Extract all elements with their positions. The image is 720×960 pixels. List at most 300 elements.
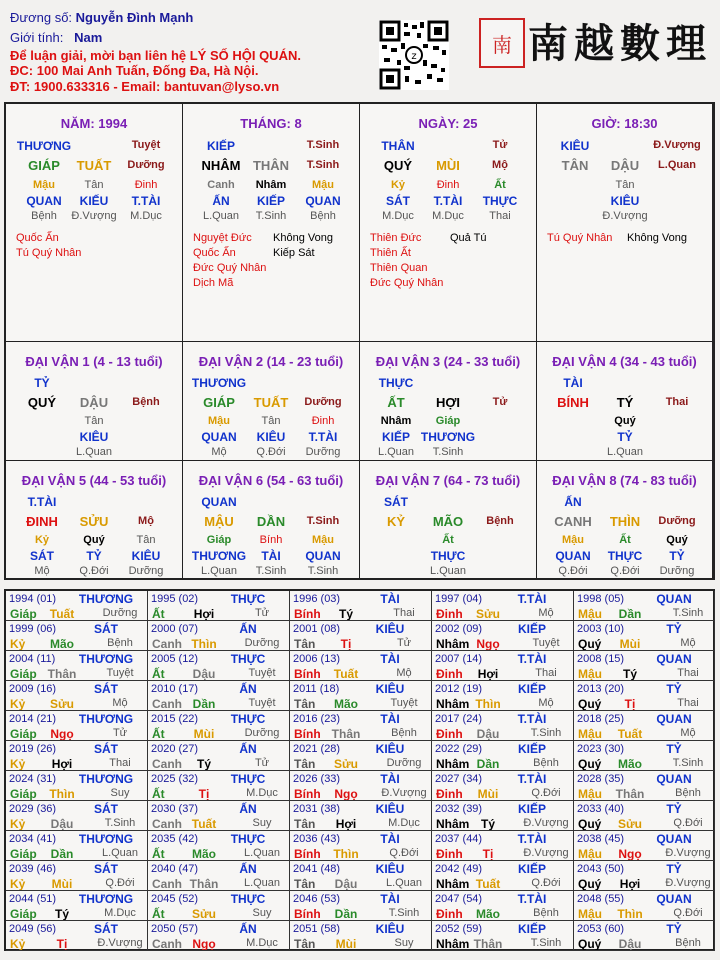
year-phase: Thai (677, 697, 699, 709)
year-stem: Quý (578, 937, 602, 951)
svg-text:z: z (411, 51, 417, 62)
year-ten-god: THỰC (230, 892, 266, 906)
thap-than-top: THÂN (381, 139, 415, 153)
dai-van-stem: KỶ (386, 514, 406, 529)
earthly-branch: TUẤT (76, 158, 112, 173)
year-cell (290, 681, 432, 711)
hidden-ten-god: QUAN (26, 194, 62, 208)
year-ten-god: TÀI (380, 712, 400, 726)
dai-van-cell (360, 461, 537, 580)
year-branch: Thân (473, 937, 503, 951)
year-label: 2009 (16) (9, 683, 57, 695)
hidden-stem: Nhâm (380, 415, 412, 427)
hidden-phase: Q.Đới (558, 565, 588, 577)
year-branch: Sửu (191, 907, 217, 921)
year-phase: Đ.Vượng (381, 787, 427, 799)
year-cell (574, 741, 715, 771)
year-branch: Thân (47, 667, 77, 681)
hidden-stem: Đinh (134, 179, 158, 191)
year-phase: M.Dục (246, 787, 278, 799)
year-phase: Thai (535, 667, 557, 679)
year-phase: Bệnh (533, 907, 559, 919)
hidden-phase: T.Sinh (432, 446, 464, 458)
year-phase: Thai (393, 607, 415, 619)
hidden-ten-god: SÁT (30, 549, 54, 563)
hidden-phase: Thai (489, 210, 511, 222)
year-cell (6, 891, 148, 921)
hidden-ten-god: KIÊU (131, 549, 161, 563)
dai-van-ten-god: T.TÀI (27, 495, 57, 509)
year-stem: Tân (294, 697, 316, 711)
earthly-branch: THÂN (252, 158, 290, 173)
pillar-title: NĂM: 1994 (60, 116, 128, 131)
pillar-cell (6, 104, 183, 342)
pillar-cell (537, 104, 713, 342)
hidden-phase: T.Sinh (255, 565, 287, 577)
year-cell (148, 741, 290, 771)
year-ten-god: THỰC (230, 772, 266, 786)
year-branch: Tị (624, 697, 636, 711)
hidden-stem: Quý (666, 534, 688, 546)
dai-van-branch: TÝ (616, 395, 634, 410)
year-label: 2044 (51) (9, 893, 57, 905)
year-stem: Bính (294, 727, 321, 741)
address-line: ĐC: 100 Mai Anh Tuấn, Đống Đa, Hà Nội. (10, 63, 259, 78)
dai-van-stem: MẬU (204, 514, 234, 529)
year-label: 2026 (33) (293, 773, 341, 785)
hidden-stem: Mậu (312, 179, 334, 191)
year-cell (148, 591, 290, 621)
year-cell (290, 921, 432, 951)
year-stem: Nhâm (436, 877, 470, 891)
year-cell (574, 681, 715, 711)
hidden-stem: Tân (136, 534, 156, 546)
hidden-ten-god: TỶ (86, 549, 102, 563)
year-stem: Mậu (578, 727, 602, 741)
year-label: 2037 (44) (435, 833, 483, 845)
hidden-phase: L.Quan (202, 210, 240, 222)
year-phase: Đ.Vượng (523, 817, 569, 829)
year-stem: Quý (578, 817, 602, 831)
hidden-stem: Kỷ (390, 179, 406, 191)
year-ten-god: KIẾP (517, 922, 547, 936)
hidden-stem: Ất (619, 534, 631, 546)
header (0, 0, 720, 100)
year-label: 2022 (29) (435, 743, 483, 755)
year-stem: Bính (294, 847, 321, 861)
thap-than-top: THƯƠNG (16, 139, 72, 153)
thap-than-top: KIÊU (560, 139, 590, 153)
year-cell (290, 771, 432, 801)
year-ten-god: T.TÀI (517, 592, 547, 606)
year-phase: Tử (112, 727, 128, 739)
year-stem: Quý (578, 697, 602, 711)
hidden-stem: Mậu (208, 415, 230, 427)
year-ten-god: KIẾP (517, 682, 547, 696)
year-cell (432, 711, 574, 741)
year-label: 1994 (01) (9, 593, 57, 605)
hidden-phase: Bệnh (31, 210, 57, 222)
year-ten-god: SÁT (94, 622, 118, 636)
hidden-phase: Q.Đới (256, 446, 286, 458)
year-branch: Mùi (477, 787, 499, 801)
hidden-ten-god: QUAN (555, 549, 591, 563)
year-stem: Canh (152, 937, 182, 951)
year-ten-god: T.TÀI (517, 892, 547, 906)
year-stem: Mậu (578, 667, 602, 681)
star-name: Nguyệt Đức (193, 232, 252, 244)
star-name: Kiếp Sát (273, 247, 315, 259)
year-branch: Thìn (333, 847, 359, 861)
year-phase: Dưỡng (244, 637, 280, 649)
year-branch: Sửu (333, 757, 359, 771)
year-cell (290, 741, 432, 771)
hidden-phase: L.Quan (429, 565, 467, 577)
star-name: Tú Quý Nhân (16, 247, 82, 259)
pillar-title: THÁNG: 8 (240, 116, 302, 131)
year-ten-god: ẤN (239, 862, 257, 876)
year-label: 2033 (40) (577, 803, 625, 815)
year-phase: T.Sinh (530, 727, 562, 739)
heavenly-stem: NHÂM (201, 158, 241, 173)
star-name: Đức Quý Nhân (370, 277, 444, 289)
truong-sinh: L.Quan (658, 159, 696, 171)
year-label: 2042 (49) (435, 863, 483, 875)
hidden-ten-god: T.TÀI (131, 194, 161, 208)
year-cell (6, 651, 148, 681)
pillar-cell (360, 104, 537, 342)
year-cell (6, 621, 148, 651)
year-stem: Giáp (10, 667, 37, 681)
hidden-stem: Giáp (435, 415, 461, 427)
hidden-ten-god: KIẾU (79, 194, 109, 208)
year-phase: Dưỡng (102, 607, 138, 619)
year-cell (148, 831, 290, 861)
year-branch: Ngọ (618, 847, 642, 861)
year-branch: Thìn (475, 697, 501, 711)
dai-van-ten-god: QUAN (201, 495, 237, 509)
year-branch: Dậu (618, 937, 642, 951)
year-stem: Đinh (436, 667, 463, 681)
year-stem: Kỷ (10, 697, 26, 711)
year-stem: Ất (152, 607, 165, 621)
year-label: 2017 (24) (435, 713, 483, 725)
year-ten-god: KIẾP (517, 862, 547, 876)
year-branch: Thìn (617, 907, 643, 921)
year-ten-god: T.TÀI (517, 652, 547, 666)
year-ten-god: QUAN (656, 832, 692, 846)
year-ten-god: KIÊU (375, 802, 405, 816)
year-ten-god: QUAN (656, 652, 692, 666)
year-ten-god: QUAN (656, 772, 692, 786)
year-label: 2005 (12) (151, 653, 199, 665)
dai-van-phase: Thai (665, 396, 689, 408)
year-branch: Thân (189, 877, 219, 891)
star-name: Quốc Ấn (16, 232, 59, 244)
hidden-phase: Q.Đới (610, 565, 640, 577)
year-ten-god: THỰC (230, 832, 266, 846)
year-branch: Mùi (193, 727, 215, 741)
dai-van-stem: ẤT (387, 395, 405, 410)
dai-van-phase: Dưỡng (658, 515, 696, 527)
year-stem: Tân (294, 817, 316, 831)
year-stem: Ất (152, 907, 165, 921)
year-label: 2035 (42) (151, 833, 199, 845)
year-branch: Thìn (191, 637, 217, 651)
hidden-phase: M.Dục (130, 210, 162, 222)
year-stem: Bính (294, 787, 321, 801)
pillar-title: GIỜ: 18:30 (591, 116, 658, 131)
year-branch: Hợi (335, 817, 357, 831)
year-ten-god: KIẾP (517, 742, 547, 756)
hidden-stem: Ất (494, 179, 506, 191)
year-stem: Mậu (578, 847, 602, 861)
year-branch: Tị (482, 847, 494, 861)
year-stem: Đinh (436, 907, 463, 921)
year-label: 2045 (52) (151, 893, 199, 905)
year-label: 2046 (53) (293, 893, 341, 905)
year-ten-god: QUAN (656, 592, 692, 606)
year-ten-god: ẤN (239, 922, 257, 936)
dai-van-ten-god: SÁT (384, 495, 408, 509)
year-branch: Thân (331, 727, 361, 741)
year-stem: Ất (152, 847, 165, 861)
year-label: 1996 (03) (293, 593, 341, 605)
year-branch: Mão (50, 637, 74, 651)
year-branch: Hợi (193, 607, 215, 621)
year-branch: Mão (192, 847, 216, 861)
year-ten-god: THƯƠNG (78, 832, 134, 846)
hidden-ten-god: T.TÀI (433, 194, 463, 208)
hidden-stem: Quý (614, 415, 636, 427)
year-cell (574, 651, 715, 681)
hidden-stem: Canh (207, 179, 235, 191)
hidden-ten-god: THỰC (430, 549, 466, 563)
year-stem: Giáp (10, 727, 37, 741)
year-branch: Tị (340, 637, 352, 651)
contact-invite: Để luận giải, mời bạn liên hệ LÝ SỐ HỘI QUÁN. (10, 48, 301, 63)
year-phase: Bệnh (675, 787, 701, 799)
dai-van-title: ĐẠI VẬN 8 (74 - 83 tuổi) (552, 473, 697, 488)
year-stem: Canh (152, 877, 182, 891)
earthly-branch: DẬU (610, 158, 640, 173)
year-cell (574, 591, 715, 621)
year-ten-god: SÁT (94, 922, 118, 936)
hidden-phase: Bệnh (310, 210, 336, 222)
year-stem: Ất (152, 667, 165, 681)
hidden-ten-god: THƯƠNG (420, 430, 476, 444)
year-label: 2001 (08) (293, 623, 341, 635)
hidden-ten-god: TỶ (617, 430, 633, 444)
year-label: 2049 (56) (9, 923, 57, 935)
annual-table (4, 589, 715, 951)
year-phase: Tuyệt (106, 667, 134, 679)
dai-van-branch: DẦN (256, 514, 286, 529)
year-cell (6, 681, 148, 711)
year-stem: Mậu (578, 907, 602, 921)
year-ten-god: KIÊU (375, 682, 405, 696)
year-cell (148, 621, 290, 651)
year-stem: Nhâm (436, 817, 470, 831)
year-cell (148, 771, 290, 801)
hidden-ten-god: QUAN (305, 194, 341, 208)
year-cell (6, 741, 148, 771)
year-label: 2003 (10) (577, 623, 625, 635)
year-label: 2010 (17) (151, 683, 199, 695)
year-phase: Suy (394, 937, 414, 949)
year-branch: Tị (198, 787, 210, 801)
year-phase: Tử (254, 607, 270, 619)
year-ten-god: ẤN (239, 742, 257, 756)
year-label: 2019 (26) (9, 743, 57, 755)
dai-van-title: ĐẠI VẬN 5 (44 - 53 tuổi) (21, 473, 167, 488)
star-name: Thiên Đức (370, 232, 422, 244)
year-phase: Q.Đới (389, 847, 419, 859)
dai-van-title: ĐẠI VẬN 6 (54 - 63 tuổi) (198, 473, 344, 488)
dai-van-title: ĐẠI VẬN 3 (24 - 33 tuổi) (375, 354, 521, 369)
star-name: Thiên Ất (370, 247, 411, 259)
dai-van-title: ĐẠI VẬN 1 (4 - 13 tuổi) (25, 354, 163, 369)
year-branch: Mùi (619, 637, 641, 651)
dai-van-stem: BÍNH (557, 395, 589, 410)
dai-van-branch: DẬU (79, 395, 109, 410)
year-phase: Đ.Vượng (665, 877, 711, 889)
hidden-phase: Dưỡng (128, 565, 164, 577)
year-ten-god: TỶ (666, 622, 682, 636)
year-cell (574, 831, 715, 861)
year-label: 2040 (47) (151, 863, 199, 875)
year-phase: Suy (252, 907, 272, 919)
year-label: 2047 (54) (435, 893, 483, 905)
year-phase: Đ.Vượng (665, 847, 711, 859)
hidden-phase: M.Dục (382, 210, 414, 222)
year-ten-god: TÀI (380, 832, 400, 846)
year-label: 2002 (09) (435, 623, 483, 635)
year-label: 2006 (13) (293, 653, 341, 665)
dai-van-stem: QUÝ (27, 395, 57, 410)
year-cell (6, 861, 148, 891)
year-phase: Suy (110, 787, 130, 799)
year-cell (432, 651, 574, 681)
year-branch: Tuất (49, 607, 75, 621)
pillar-cell (183, 104, 360, 342)
year-phase: Q.Đới (531, 787, 561, 799)
hidden-stem: Quý (83, 534, 105, 546)
year-phase: Q.Đới (105, 877, 135, 889)
year-branch: Hợi (619, 877, 641, 891)
year-phase: Bệnh (675, 937, 701, 949)
year-phase: L.Quan (101, 847, 139, 859)
truong-sinh: Mộ (492, 159, 508, 171)
hidden-phase: Mộ (211, 446, 227, 458)
year-label: 2012 (19) (435, 683, 483, 695)
year-branch: Mão (334, 697, 358, 711)
dai-van-stem: ĐINH (26, 514, 58, 529)
dai-van-cell (360, 342, 537, 461)
year-label: 2025 (32) (151, 773, 199, 785)
year-phase: Đ.Vượng (97, 937, 143, 949)
year-cell (574, 891, 715, 921)
year-ten-god: KIẾP (517, 802, 547, 816)
year-label: 2034 (41) (9, 833, 57, 845)
year-branch: Dần (334, 907, 358, 921)
year-branch: Hợi (51, 757, 73, 771)
gender-line: Giới tính: Nam (10, 30, 103, 45)
year-branch: Thìn (49, 787, 75, 801)
dai-van-title: ĐẠI VẬN 2 (14 - 23 tuổi) (198, 354, 344, 369)
hidden-stem: Mậu (562, 534, 584, 546)
year-cell (290, 711, 432, 741)
logo-seal: 南 (479, 18, 525, 68)
year-ten-god: TÀI (380, 892, 400, 906)
year-label: 1998 (05) (577, 593, 625, 605)
year-branch: Mão (476, 907, 500, 921)
year-label: 2016 (23) (293, 713, 341, 725)
year-stem: Đinh (436, 847, 463, 861)
year-ten-god: ẤN (239, 622, 257, 636)
hidden-phase: T.Sinh (255, 210, 287, 222)
year-branch: Tị (56, 937, 68, 951)
year-stem: Canh (152, 637, 182, 651)
year-phase: Dưỡng (386, 757, 422, 769)
dai-van-title: ĐẠI VẬN 4 (34 - 43 tuổi) (552, 354, 697, 369)
year-branch: Mão (618, 757, 642, 771)
year-cell (432, 621, 574, 651)
name-line: Đương số: Nguyễn Đình Mạnh (10, 10, 194, 25)
year-stem: Kỷ (10, 877, 26, 891)
year-phase: L.Quan (243, 877, 281, 889)
hidden-ten-god: THỰC (482, 194, 518, 208)
year-branch: Ngọ (192, 937, 216, 951)
year-phase: Tử (254, 757, 270, 769)
year-branch: Ngọ (476, 637, 500, 651)
hidden-stem: Mậu (312, 534, 334, 546)
year-cell (148, 921, 290, 951)
year-label: 2052 (59) (435, 923, 483, 935)
year-label: 2051 (58) (293, 923, 341, 935)
dai-van-cell (6, 461, 183, 580)
year-ten-god: THƯƠNG (78, 592, 134, 606)
hidden-stem: Kỷ (34, 534, 50, 546)
hidden-phase: Q.Đới (79, 565, 109, 577)
year-stem: Giáp (10, 847, 37, 861)
hidden-ten-god: T.TÀI (308, 430, 338, 444)
year-stem: Bính (294, 607, 321, 621)
hidden-ten-god: THỰC (607, 549, 643, 563)
year-cell (148, 651, 290, 681)
year-ten-god: TỶ (666, 922, 682, 936)
year-stem: Quý (578, 877, 602, 891)
year-branch: Sửu (617, 817, 643, 831)
year-stem: Nhâm (436, 697, 470, 711)
hidden-ten-god: ẤN (212, 194, 230, 208)
year-stem: Kỷ (10, 817, 26, 831)
year-label: 2036 (43) (293, 833, 341, 845)
year-stem: Canh (152, 817, 182, 831)
year-ten-god: KIÊU (375, 742, 405, 756)
year-stem: Đinh (436, 727, 463, 741)
year-ten-god: KIÊU (375, 622, 405, 636)
year-phase: Mộ (680, 727, 696, 739)
hidden-phase: Dưỡng (305, 446, 341, 458)
year-label: 2024 (31) (9, 773, 57, 785)
earthly-branch: MÙI (436, 158, 460, 173)
year-ten-god: THỰC (230, 652, 266, 666)
year-stem: Tân (294, 937, 316, 951)
qr-code-icon (379, 20, 449, 90)
year-cell (6, 801, 148, 831)
thap-than-top: KIẾP (206, 139, 236, 153)
